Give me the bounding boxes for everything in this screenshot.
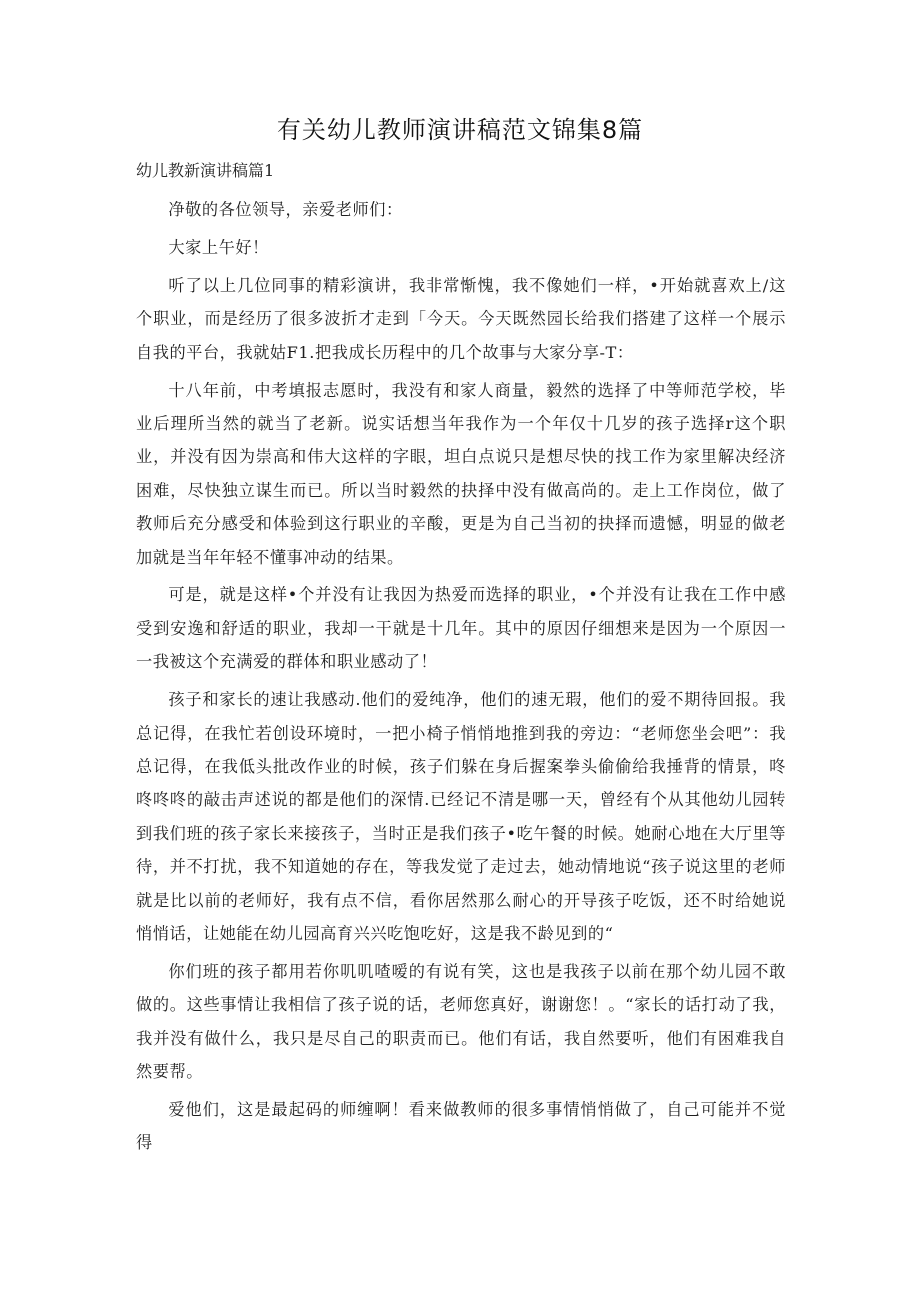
paragraph-greeting: 大家上午好！	[168, 237, 269, 257]
paragraph: 你们班的孩子都用若你叽叽喳嗳的有说有笑，这也是我孩子以前在那个幼儿园不敢做的。这些事情让我相信了孩子说的话，老师您真好，谢谢您！。“家长的话打动了我，我并没有做什么，我只是尽自己的职责而已。他们有话，我自然要听，他们有困难我自然要帮。	[136, 961, 786, 1082]
paragraph: 听了以上几位同事的精彩演讲，我非常惭愧，我不像她们一样，•开始就喜欢上/这个职业，而是经历了很多波折才走到「今天。今天既然园长给我们搭建了这样一个展示自我的平台，我就姑F1.把我成长历程中的几个故事与大家分享-T：	[136, 275, 786, 362]
paragraph: 孩子和家长的速让我感动.他们的爱纯净，他们的速无瑕，他们的爱不期待回报。我总记得，在我忙若创设环境时，一把小椅子悄悄地推到我的旁边：“老师您坐会吧”：我总记得，在我低头批改作业的时候，孩子们躲在身后握案拳头偷偷给我捶背的情景，咚咚咚咚的敲击声述说的都是他们的深情.已经记不清是哪一天，曾经有个从其他幼儿园转到我们班的孩子家长来接孩子，当时正是我们孩子•吃午餐的时候。她耐心地在大厅里等待，并不打扰，我不知道她的存在，等我发觉了走过去，她动情地说“孩子说这里的老师就是比以前的老师好，我有点不信，看你居然那么耐心的开导孩子吃饭，还不时给她说悄悄话，让她能在幼儿园高育兴兴吃饱吃好，这是我不龄见到的“	[136, 690, 786, 944]
paragraph: 爱他们，这是最起码的师缠啊！看来做教师的很多事情悄悄做了，自己可能并不觉得	[136, 1100, 786, 1153]
document-body	[136, 193, 786, 1164]
section-heading: 幼儿教新演讲稿篇1	[136, 161, 275, 180]
paragraph: 可是，就是这样•个并没有让我因为热爱而选择的职业，•个并没有让我在工作中感受到安逸和舒适的职业，我却一干就是十几年。其中的原因仔细想来是因为一个原因一一我被这个充满爱的群体和职业感动了！	[136, 585, 786, 672]
paragraph: 十八年前，中考填报志愿时，我没有和家人商量，毅然的选择了中等师范学校，毕业后理所当然的就当了老新。说实话想当年我作为一个年仅十几岁的孩子选择r这个职业，并没有因为崇高和伟大这样的字眼，坦白点说只是想尽快的找工作为家里解决经济困难，尽快独立谋生而已。所以当时毅然的抉择中没有做高尚的。走上工作岗位，做了教师后充分感受和体验到这行职业的辛酸，更是为自己当初的抉择而遗憾，明显的做老加就是当年年轻不懂事冲动的结果。	[136, 380, 786, 567]
paragraph-salutation: 净敬的各位领导，亲爱老师们：	[168, 200, 403, 219]
document-title: 有关幼儿教师演讲稿范文锦集8篇	[276, 116, 644, 144]
